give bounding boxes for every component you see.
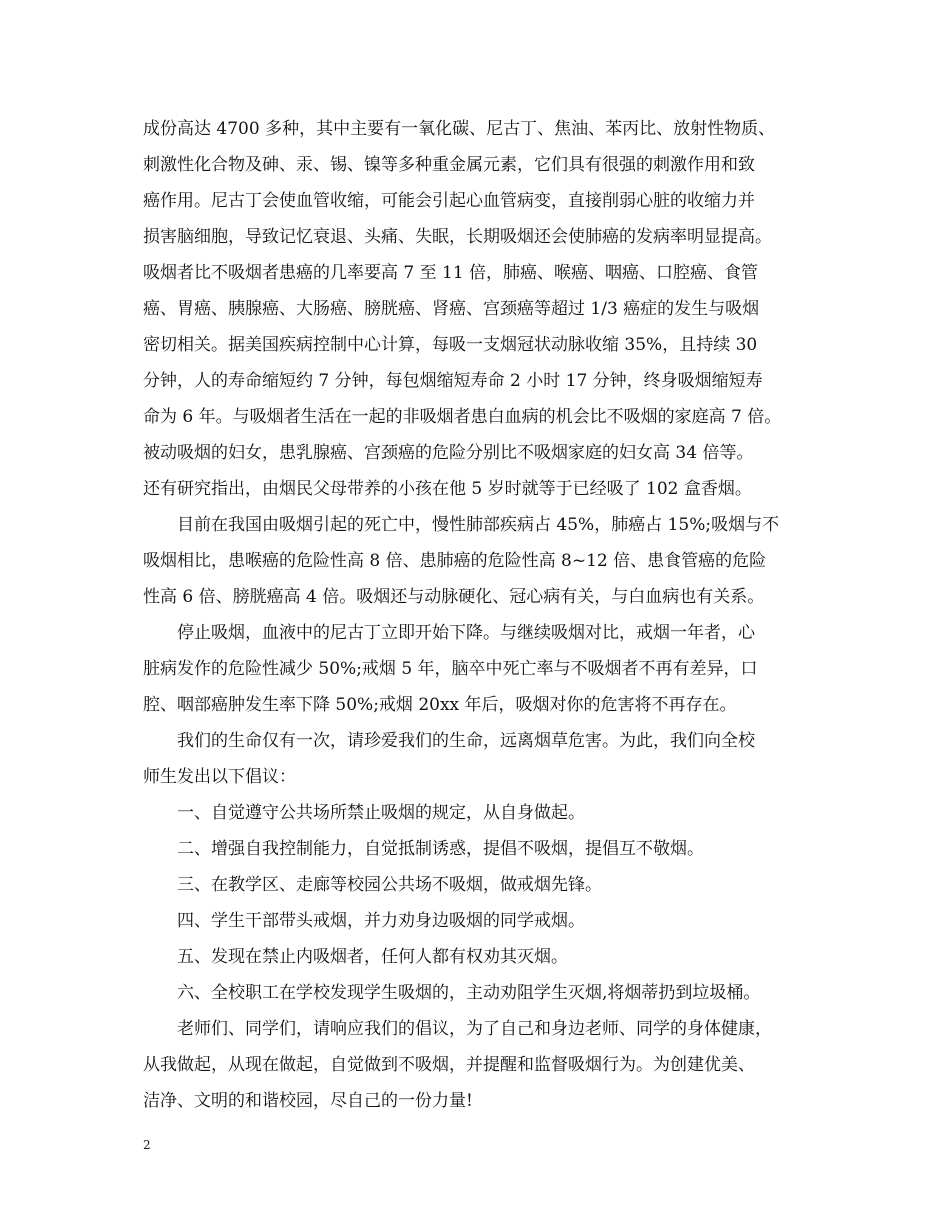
text-line: 吸烟者比不吸烟者患癌的几率要高 7 至 11 倍，肺癌、喉癌、咽癌、口腔癌、食管 [143, 263, 759, 283]
text-line: 我们的生命仅有一次，请珍爱我们的生命，远离烟草危害。为此，我们向全校 [177, 731, 755, 751]
text-line: 命为 6 年。与吸烟者生活在一起的非吸烟者患白血病的机会比不吸烟的家庭高 7 倍。 [143, 407, 782, 427]
proposal-item-3: 三、在教学区、走廊等校园公共场不吸烟，做戒烟先锋。 [177, 875, 602, 895]
text-line: 还有研究指出，由烟民父母带养的小孩在他 5 岁时就等于已经吸了 102 盒香烟。 [143, 479, 752, 499]
text-line: 停止吸烟，血液中的尼古丁立即开始下降。与继续吸烟对比，戒烟一年者，心 [177, 623, 755, 643]
proposal-item-4: 四、学生干部带头戒烟，并力劝身边吸烟的同学戒烟。 [177, 911, 585, 931]
proposal-item-1: 一、自觉遵守公共场所禁止吸烟的规定，从自身做起。 [177, 803, 585, 823]
text-line: 洁净、文明的和谐校园，尽自己的一份力量! [143, 1091, 473, 1111]
text-line: 刺激性化合物及砷、汞、锡、镍等多种重金属元素，它们具有很强的刺激作用和致 [143, 155, 755, 175]
text-line: 从我做起，从现在做起，自觉做到不吸烟，并提醒和监督吸烟行为。为创建优美、 [143, 1055, 755, 1075]
text-line: 癌、胃癌、胰腺癌、大肠癌、膀胱癌、肾癌、宫颈癌等超过 1/3 癌症的发生与吸烟 [143, 299, 760, 319]
text-line: 吸烟相比，患喉癌的危险性高 8 倍、患肺癌的危险性高 8~12 倍、患食管癌的危险 [143, 551, 767, 571]
text-line: 被动吸烟的妇女，患乳腺癌、宫颈癌的危险分别比不吸烟家庭的妇女高 34 倍等。 [143, 443, 754, 463]
proposal-item-2: 二、增强自我控制能力，自觉抵制诱惑，提倡不吸烟，提倡互不敬烟。 [177, 839, 704, 859]
proposal-item-5: 五、发现在禁止内吸烟者，任何人都有权劝其灭烟。 [177, 947, 568, 967]
text-line: 目前在我国由吸烟引起的死亡中，慢性肺部疾病占 45%，肺癌占 15%;吸烟与不 [177, 515, 780, 535]
text-line: 老师们、同学们，请响应我们的倡议，为了自己和身边老师、同学的身体健康， [177, 1019, 772, 1039]
proposal-item-6: 六、全校职工在学校发现学生吸烟的，主动劝阻学生灭烟,将烟蒂扔到垃圾桶。 [177, 983, 761, 1003]
text-line: 分钟，人的寿命缩短约 7 分钟，每包烟缩短寿命 2 小时 17 分钟，终身吸烟缩短寿 [143, 371, 763, 391]
text-line: 密切相关。据美国疾病控制中心计算，每吸一支烟冠状动脉收缩 35%，且持续 30 [143, 335, 758, 355]
page-number: 2 [143, 1138, 151, 1152]
text-line: 癌作用。尼古丁会使血管收缩，可能会引起心血管病变，直接削弱心脏的收缩力并 [143, 191, 755, 211]
text-line: 脏病发作的危险性减少 50%;戒烟 5 年，脑卒中死亡率与不吸烟者不再有差异，口 [143, 659, 758, 679]
text-line: 性高 6 倍、膀胱癌高 4 倍。吸烟还与动脉硬化、冠心病有关，与白血病也有关系。 [143, 587, 765, 607]
text-line: 腔、咽部癌肿发生率下降 50%;戒烟 20xx 年后，吸烟对你的危害将不再存在。 [143, 695, 737, 715]
text-line: 师生发出以下倡议： [143, 767, 296, 787]
text-line: 损害脑细胞，导致记忆衰退、头痛、失眠，长期吸烟还会使肺癌的发病率明显提高。 [143, 227, 772, 247]
text-line: 成份高达 4700 多种，其中主要有一氧化碳、尼古丁、焦油、苯丙比、放射性物质、 [143, 119, 776, 139]
